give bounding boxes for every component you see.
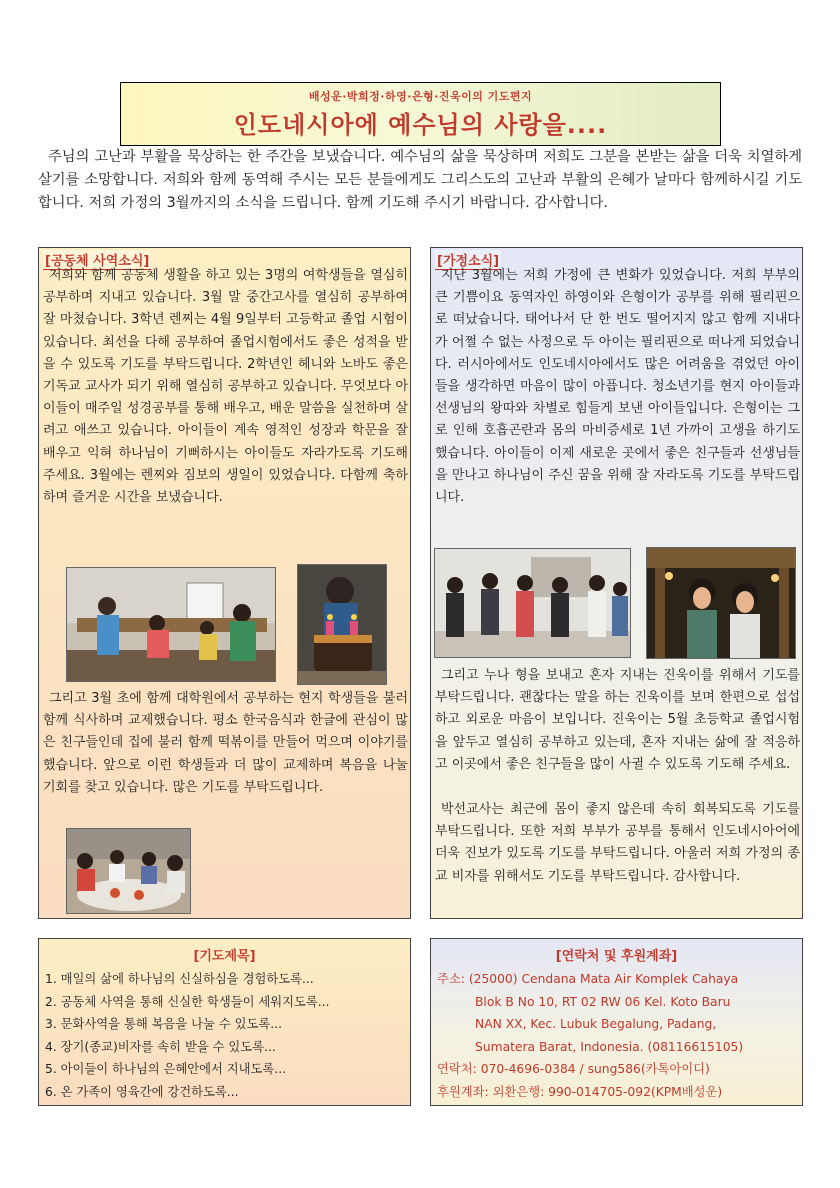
- family-group-photo: [434, 548, 631, 658]
- prayer-item: 4. 장기(종교)비자를 속히 받을 수 있도록...: [45, 1039, 276, 1054]
- community-paragraph-2: 그리고 3월 초에 함께 대학원에서 공부하는 현지 학생들을 불러 함께 식사하며 교제했습니다. 평소 한국음식과 한글에 관심이 많은 친구들인데 집에 불러 함께 떡볶이를 만들어 먹으며 이야기를 했습니다. 앞으로 이런 학생들과 더 많이 교제하며 복음을 나눌 기회를 찾고 있습니다. 많은 기도를 부탁드립니다.: [43, 691, 408, 795]
- contact-details: [437, 968, 799, 1104]
- phone-line: 연락처: 070-4696-0384 / sung586(카톡아이디): [437, 1062, 710, 1077]
- family-paragraph-3: 박선교사는 최근에 몸이 좋지 않은데 속히 회복되도록 기도를 부탁드립니다. 또한 저희 부부가 공부를 통해서 인도네시아어에 더욱 진보가 있도록 기도를 부탁드립니다. 아울러 저희 가정의 종교 비자를 위해서도 기도를 부탁드립니다. 감사합니다.: [435, 802, 800, 884]
- prayer-item: 1. 매일의 삶에 하나님의 신실하심을 경험하도록...: [45, 972, 314, 986]
- letter-title: 인도네시아에 예수님의 사랑을....: [233, 111, 608, 139]
- students-study-photo: [66, 567, 276, 682]
- address-label: 주소:: [437, 972, 465, 986]
- letter-header: [120, 82, 721, 146]
- student-dinner-photo: [66, 828, 191, 914]
- contact-title: [연락처 및 후원계좌]: [555, 949, 678, 964]
- prayer-requests-list: [45, 968, 330, 1104]
- prayer-item: 6. 온 가족이 영육간에 강건하도록...: [45, 1084, 239, 1099]
- contact-box: [430, 938, 803, 1106]
- address-line: Sumatera Barat, Indonesia. (08116615105): [475, 1039, 744, 1054]
- family-section: [430, 247, 803, 919]
- address-line: Blok B No 10, RT 02 RW 06 Kel. Koto Baru: [475, 994, 731, 1009]
- community-paragraph-1: 저희와 함께 공동체 생활을 하고 있는 3명의 여학생들을 열심히 공부하며 지내고 있습니다. 3월 말 중간고사를 열심히 공부하여 잘 마쳤습니다. 3학년 렌찌는 4월 9일부터 고등학교 졸업 시험이 있습니다. 최선을 다해 공부하여 졸업시험에서도 좋은 성적을 받을 수 있도록 기도를 부탁드립니다. 2학년인 헤니와 노바도 좋은 기독교 교사가 되기 위해 열심히 공부하고 있습니다. 무엇보다 아이들이 매주일 성경공부를 통해 배우고, 배운 말씀을 실천하며 살려고 애쓰고 있습니다. 아이들이 계속 영적인 성장과 학문을 잘 배우고 익혀 하나님이 기뻐하시는 아이들도 자라가도록 기도해 주세요. 3월에는 렌찌와 짐보의 생일이 있었습니다. 다함께 축하하며 즐거운 시간을 보냈습니다.: [43, 268, 408, 506]
- address-line: NAN XX, Kec. Lubuk Begalung, Padang,: [475, 1017, 717, 1032]
- address-line-first: [437, 968, 799, 991]
- prayer-item: 2. 공동체 사역을 통해 신실한 학생들이 세워지도록...: [45, 994, 330, 1009]
- letter-subtitle: 배성운·박희정·하영·은형·진욱이의 기도편지: [308, 90, 533, 103]
- address-line: (25000) Cendana Mata Air Komplek Cahaya: [468, 972, 739, 986]
- prayer-requests-title: [기도제목]: [193, 949, 256, 964]
- family-section-title: [가정소식]: [435, 250, 501, 270]
- birthday-cake-photo: [297, 564, 387, 685]
- family-paragraph-1: 지난 3월에는 저희 가정에 큰 변화가 있었습니다. 저희 부부의 큰 기쁨이요 동역자인 하영이와 은형이가 공부를 위해 필리핀으로 떠났습니다. 태어나서 단 한 번도 떨어지지 않고 함께 지내다가 어쩔 수 없는 사정으로 두 아이는 필리핀으로 떠나게 되었습니다. 러시아에서도 인도네시아에서도 많은 어려움을 겪었던 아이들을 생각하면 마음이 많이 아픕니다. 청소년기를 현지 아이들과 선생님의 왕따와 차별로 힘들게 보낸 아이들입니다. 은형이는 그로 인해 호흡곤란과 몸의 마비증세로 1년 가까이 고생을 하기도 했습니다. 아이들이 이제 새로운 곳에서 좋은 친구들과 선생님들을 만나고 하나님이 주신 꿈을 위해 잘 자라도록 기도를 부탁드립니다.: [435, 268, 800, 506]
- prayer-item: 5. 아이들이 하나님의 은혜안에서 지내도록...: [45, 1062, 287, 1077]
- account-line: 후원계좌: 외환은행: 990-014705-092(KPM배성운): [437, 1084, 723, 1099]
- intro-paragraph: 주님의 고난과 부활을 묵상하는 한 주간을 보냈습니다. 예수님의 삶을 묵상하며 저희도 그분을 본받는 삶을 더욱 치열하게 살기를 소망합니다. 저희와 함께 동역해 주시는 모든 분들에게도 그리스도의 고난과 부활의 은혜가 날마다 함께하시길 기도합니다. 저희 가정의 3월까지의 소식을 드립니다. 함께 기도해 주시기 바랍니다. 감사합니다.: [38, 149, 802, 211]
- community-section: [38, 247, 411, 919]
- community-section-title: [공동체 사역소식]: [43, 250, 151, 270]
- prayer-item: 3. 문화사역을 통해 복음을 나눌 수 있도록...: [45, 1017, 282, 1032]
- prayer-requests-box: [38, 938, 411, 1106]
- children-night-photo: [646, 547, 796, 659]
- family-paragraph-2: 그리고 누나 형을 보내고 혼자 지내는 진욱이를 위해서 기도를 부탁드립니다. 괜찮다는 말을 하는 진욱이를 보며 한편으로 섭섭하고 외로운 마음이 보입니다. 진욱이는 5월 초등학교 졸업시험을 앞두고 열심히 공부하고 있는데, 혼자 지내는 삶에 잘 적응하고 이곳에서 좋은 친구들을 많이 사귈 수 있도록 기도해 주세요.: [435, 668, 800, 772]
